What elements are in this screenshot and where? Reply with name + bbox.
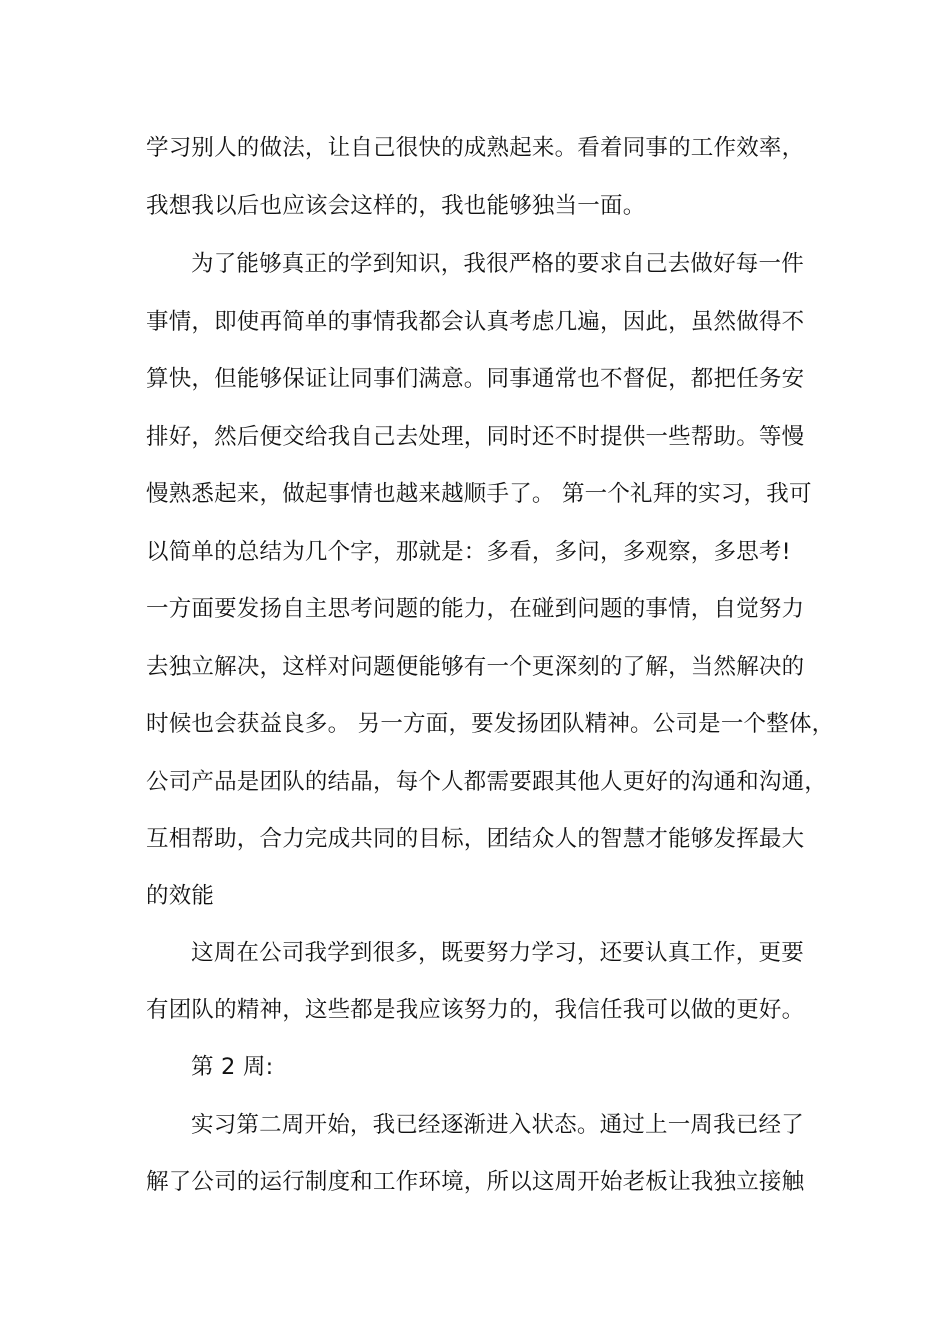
text-line: 事情，即使再简单的事情我都会认真考虑几遍，因此，虽然做得不 [146, 309, 805, 335]
text-line: 学习别人的做法，让自己很快的成熟起来。看着同事的工作效率， [146, 135, 805, 161]
text-line: 有团队的精神，这些都是我应该努力的，我信任我可以做的更好。 [146, 997, 805, 1023]
text-line: 互相帮助，合力完成共同的目标，团结众人的智慧才能够发挥最大 [146, 826, 805, 852]
text-line: 的效能 [146, 883, 215, 909]
text-line: 我想我以后也应该会这样的，我也能够独当一面。 [146, 193, 646, 219]
text-line: 这周在公司我学到很多，既要努力学习，还要认真工作，更要 [191, 940, 804, 966]
text-line: 排好，然后便交给我自己去处理，同时还不时提供一些帮助。等慢 [146, 424, 805, 450]
text-line: 为了能够真正的学到知识，我很严格的要求自己去做好每一件 [191, 251, 804, 277]
text-line: 算快，但能够保证让同事们满意。同事通常也不督促，都把任务安 [146, 366, 805, 392]
text-line: 以简单的总结为几个字，那就是：多看，多问，多观察，多思考! [146, 539, 791, 565]
text-line: 慢熟悉起来，做起事情也越来越顺手了。 第一个礼拜的实习，我可 [146, 481, 812, 507]
text-line: 去独立解决，这样对问题便能够有一个更深刻的了解，当然解决的 [146, 654, 805, 680]
text-line: 公司产品是团队的结晶，每个人都需要跟其他人更好的沟通和沟通， [146, 769, 828, 795]
text-line: 一方面要发扬自主思考问题的能力，在碰到问题的事情，自觉努力 [146, 596, 805, 622]
text-line: 实习第二周开始，我已经逐渐进入状态。通过上一周我已经了 [191, 1112, 804, 1138]
section-heading: 第 2 周: [191, 1054, 274, 1080]
text-line: 时候也会获益良多。 另一方面，要发扬团队精神。公司是一个整体， [146, 711, 835, 737]
text-line: 解了公司的运行制度和工作环境，所以这周开始老板让我独立接触 [146, 1169, 805, 1195]
